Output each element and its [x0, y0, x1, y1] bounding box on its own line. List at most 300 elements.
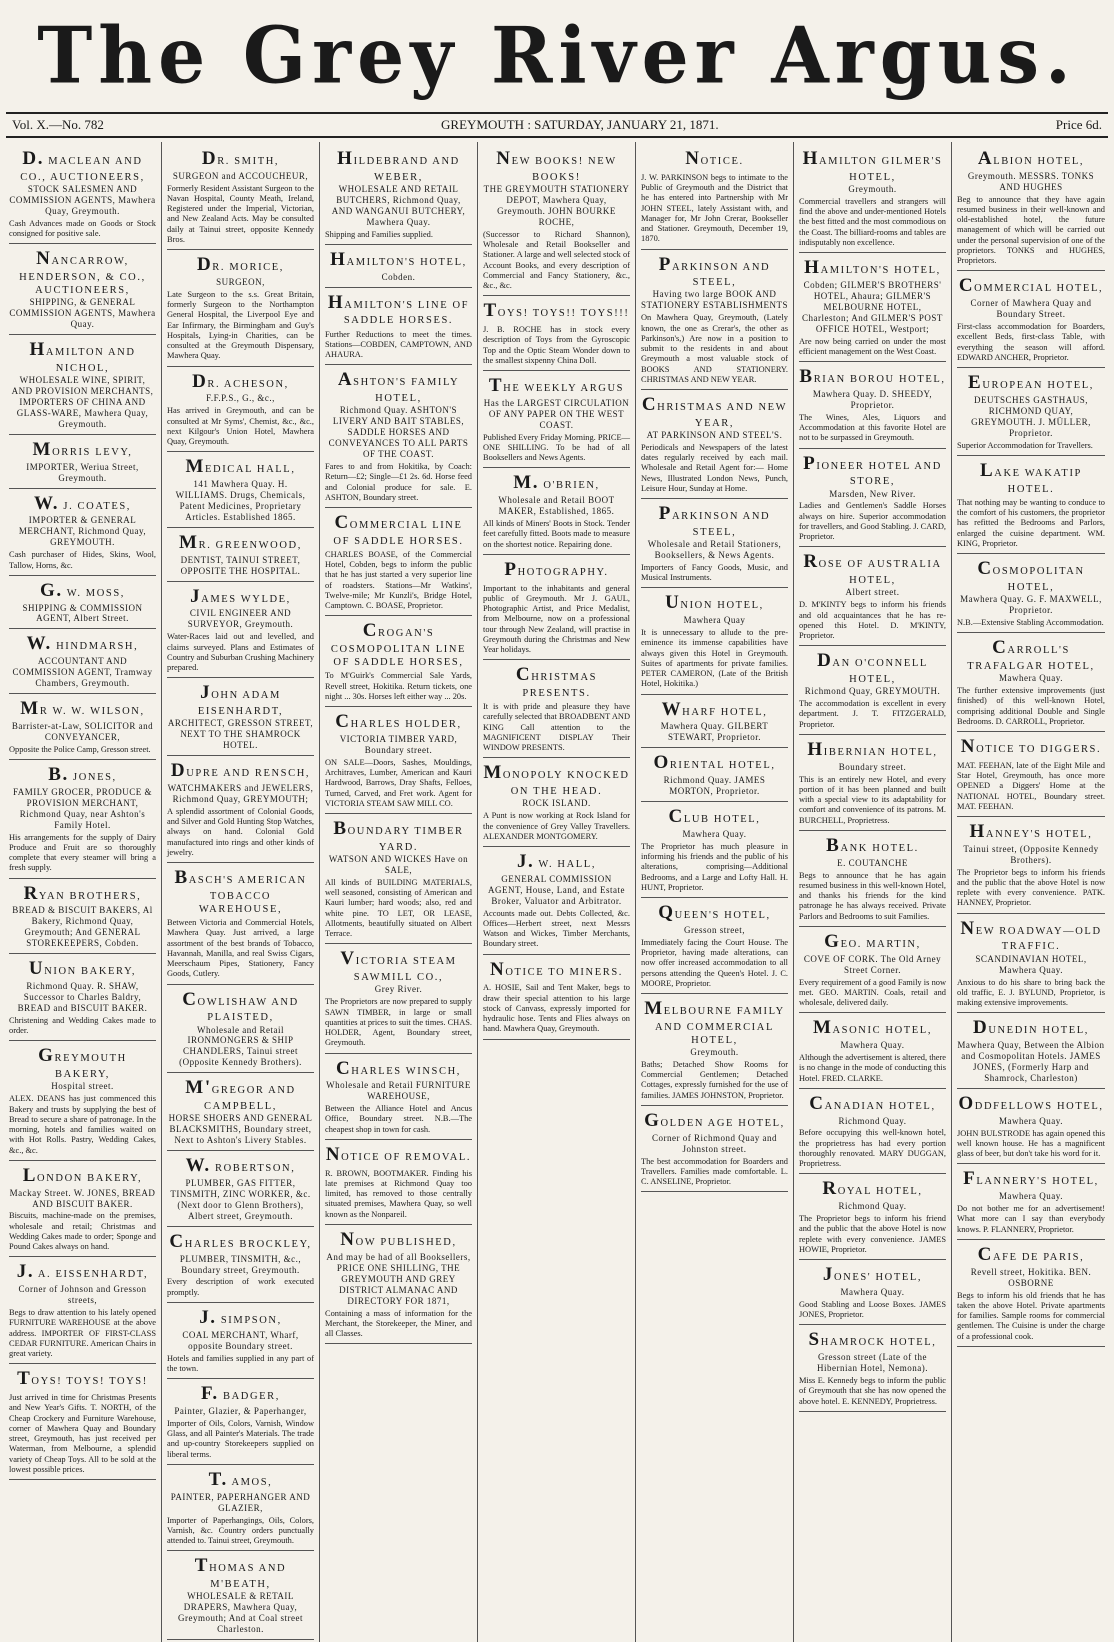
advertisement [957, 271, 1105, 368]
ad-subheading: GENERAL COMMISSION AGENT, House, Land, and Estate Broker, Valuator and Arbitrator. [487, 873, 626, 906]
advertisement [799, 927, 946, 1013]
advertisement [799, 1260, 946, 1325]
ad-heading: HAMILTON'S HOTEL, [330, 249, 467, 270]
ad-body: Shipping and Families supplied. [325, 229, 433, 239]
ad-body: The Wines, Ales, Liquors and Accommodation at this favorite Hotel are not to be surpassed in Greymouth. [799, 412, 946, 443]
advertisement [957, 914, 1105, 1014]
ad-heading: JONES' HOTEL, [822, 1264, 923, 1286]
ad-subheading: FAMILY GROCER, PRODUCE & PROVISION MERCHANT, Richmond Quay, near Ashton's Family Hotel. [12, 786, 153, 830]
advertisement [483, 660, 630, 758]
advertisement [641, 1106, 788, 1192]
ad-body: Commercial travellers and strangers will find the above and under-mentioned Hotels the best fitted and the most commodious on the Coast. The billiard-rooms and tables are indisputably non excellence. [799, 196, 946, 247]
advertisement [9, 1364, 156, 1480]
ad-subheading: THE GREYMOUTH STATIONERY DEPOT, Mawhera Quay, Greymouth. JOHN BOURKE ROCHE, [483, 183, 630, 227]
ad-body: Begs to inform his old friends that he has taken the above Hotel. Private apartments for families. Sample rooms for commercial gentlemen. The Cuisine is under the charge of a professional cook. [957, 1290, 1105, 1341]
ad-heading: D. MACLEAN AND CO., AUCTIONEERS, [20, 148, 145, 183]
ad-heading: ROYAL HOTEL, [822, 1178, 923, 1200]
advertisement [799, 1089, 946, 1175]
ad-subheading: Mawhera Quay. GILBERT STEWART, Proprietor. [660, 721, 769, 743]
ad-subheading: SHIPPING & COMMISSION AGENT, Albert Street. [22, 602, 143, 624]
ad-heading: M. O'BRIEN, [513, 472, 600, 494]
ad-heading: HAMILTON'S LINE OF SADDLE HORSES. [327, 291, 470, 327]
ad-body: That nothing may be wanting to conduce to the comfort of his customers, the proprietor has refitted the Bedrooms and Parlors, enlarged the cuisine department. WM. KING, Proprietor. [957, 497, 1105, 548]
ad-body: The Proprietor begs to inform his friends and the public that the above Hotel is now replete with every convenience. PATK. HANNEY, Proprietor. [957, 867, 1105, 908]
ad-heading: G. W. MOSS, [40, 579, 125, 601]
advertisement [483, 144, 630, 296]
ad-heading: BRIAN BOROU HOTEL, [799, 366, 946, 388]
ad-body: On Mawhera Quay, Greymouth, (Lately known, the one as Crerar's, the other as Parkinson's,) Are now in a position to submit to the residents in and about Greymouth a most valuable stock of BOOKS AND STATIONERY. CHRISTMAS AND NEW YEAR. [641, 313, 788, 384]
ad-body: ALEX. DEANS has just commenced this Bakery and trusts by supplying the best of Bread to secure a share of patronage. In the morning, hotels and families waited on with Hot Rolls. Pastry, Wedding Cakes, &c., &c. [9, 1094, 156, 1155]
ad-heading: CLUB HOTEL, [668, 806, 761, 828]
ad-subheading: WHOLESALE & RETAIL DRAPERS, Mawhera Quay, Greymouth; And at Coal street Charleston. [178, 1591, 303, 1635]
ad-subheading: Hospital street. [51, 1081, 114, 1092]
advertisement [799, 253, 946, 362]
advertisement [641, 994, 788, 1106]
advertisement [641, 390, 788, 499]
advertisement [167, 678, 314, 756]
ad-subheading: COAL MERCHANT, Wharf, opposite Boundary street. [182, 1329, 299, 1351]
advertisement [325, 245, 472, 288]
ad-body: Ladies and Gentlemen's Saddle Horses always on hire. Superior accommodation for travellers, and Good Stabling. J. CARD, Proprietor. [799, 501, 947, 542]
ad-heading: ASHTON'S FAMILY HOTEL, [337, 369, 460, 405]
ad-body: Christening and Wedding Cakes made to order. [9, 1015, 156, 1036]
ad-body: Begs to announce that he has again resumed business in this well-known Hotel, and thanks his friends for the kind patronage he has always received. Private Parlors and Bedrooms to suit Families. [799, 870, 946, 921]
advertisement [641, 802, 788, 898]
ad-heading: MR W. W. WILSON, [20, 698, 145, 720]
ad-body: Fares to and from Hokitika, by Coach: Return—£2; Single—£1 2s. 6d. Horse feed and Colonial produce for sale. E. ASHTON, Boundary street. [325, 462, 472, 502]
ad-subheading: ROCK ISLAND. [522, 798, 591, 809]
ad-heading: CHRISTMAS AND NEW YEAR, [641, 394, 788, 429]
advertisement [167, 1227, 314, 1303]
advertisement [167, 1073, 314, 1151]
advertisement [799, 144, 946, 253]
advertisement [799, 1013, 946, 1088]
ad-heading: COMMERCIAL HOTEL, [958, 275, 1104, 297]
ad-subheading: Gresson street (Late of the Hibernian Hotel, Nemona). [817, 1352, 928, 1374]
ad-heading: MONOPOLY KNOCKED ON THE HEAD. [483, 762, 630, 798]
ad-body: Containing a mass of information for the Merchant, the Storekeeper, the Miner, and all Classes. [325, 1308, 472, 1339]
advertisement [9, 879, 156, 955]
ad-body: Biscuits, machine-made on the premises, wholesale and retail; Christmas and Wedding Cakes made to order; Sponge and Pound Cakes always on hand. [9, 1211, 156, 1252]
advertisement [799, 547, 946, 646]
ad-subheading: HORSE SHOERS AND GENERAL BLACKSMITHS, Boundary street, Next to Ashton's Livery Stables. [168, 1113, 313, 1146]
ad-heading: MASONIC HOTEL, [812, 1017, 933, 1039]
ad-subheading: WATCHMAKERS and JEWELERS, Richmond Quay, GREYMOUTH; [167, 782, 314, 804]
ad-body: Late Surgeon to the s.s. Great Britain, formerly Surgeon to the Northampton General Hospital, the Liverpool Eye and Ear Infirmary, the Birmingham and Guy's Hospitals, Lying-in Charities, can be consulted at the Greymouth Dispensary, Mawhera Quay. [167, 289, 314, 361]
advertisement [325, 616, 472, 707]
advertisement [167, 985, 314, 1074]
advertisement [9, 1041, 156, 1160]
ad-subheading: F.F.P.S., G., &c., [206, 393, 275, 404]
ad-body: A Punt is now working at Rock Island for the convenience of Grey Valley Travellers. ALEXANDER MONTGOMERY. [483, 811, 630, 841]
ad-body: All kinds of BUILDING MATERIALS, well seasoned, consisting of American and Kauri lumber; hard woods; also, red and white pine. TO LET, OR LEASE, Allotments, beautifully situated on Albert Terrace. [325, 877, 472, 939]
ad-heading: COWLISHAW AND PLAISTED, [182, 988, 299, 1024]
advertisement [957, 368, 1105, 456]
advertisement [9, 335, 156, 435]
ad-heading: CAFE DE PARIS, [977, 1243, 1085, 1265]
ad-body: Has arrived in Greymouth, and can be consulted at Mr Syms', Chemist, &c., &c., next Kilgour's Union Hotel, Mawhera Quay, Greymouth. [167, 406, 314, 447]
ad-heading: JOHN ADAM EISENHARDT, [197, 682, 284, 718]
ad-heading: ROSE OF AUSTRALIA HOTEL, [803, 551, 942, 587]
ad-heading: BASCH'S AMERICAN TOBACCO WAREHOUSE, [174, 867, 307, 915]
advertisement [799, 646, 946, 735]
ad-body: To M'Guirk's Commercial Sale Yards, Revell street, Hokitika. Return tickets, one night ... 30s. Horses left either way ... 20s. [325, 671, 472, 701]
ad-heading: NOTICE TO MINERS. [489, 958, 623, 980]
advertisement [167, 528, 314, 582]
ad-body: Begs to draw attention to his lately opened FURNITURE WAREHOUSE at the above address. IMPORTER OF FIRST-CLASS CEDAR FURNITURE. American Chairs in great variety. [9, 1308, 156, 1359]
ad-body: J. W. PARKINSON begs to intimate to the Public of Greymouth and the District that he has entered into Partnership with Mr JOHN STEEL, lately Assistant with, and Manager for, Mr John Crerar, Bookseller and Stationer. Greymouth, December 19, 1870. [641, 172, 788, 244]
ad-heading: J. W. HALL, [516, 851, 597, 873]
ad-body: Cash Advances made on Goods or Stock consigned for positive sale. [9, 218, 156, 239]
ad-subheading: Has the LARGEST CIRCULATION OF ANY PAPER ON THE WEST COAST. [483, 397, 630, 430]
advertisement [9, 1257, 156, 1364]
ad-heading: THE WEEKLY ARGUS [488, 375, 625, 396]
ad-heading: NOW PUBLISHED, [340, 1228, 457, 1250]
advertisement [167, 1551, 314, 1640]
advertisement [167, 1465, 314, 1551]
ad-body: Every requirement of a good Family is now met. GEO. MARTIN. Coals, retail and wholesale, delivered daily. [799, 977, 946, 1008]
ad-body: Periodicals and Newspapers of the latest dates regularly received by each mail. Wholesale and Retail Agent for:— Home News, Illustrated London News, Punch, Leisure Hour, Sunday at Home. [641, 442, 788, 493]
ad-heading: PARKINSON AND STEEL, [658, 503, 771, 538]
ad-subheading: SURGEON and ACCOUCHEUR, [172, 170, 309, 181]
ad-subheading: PAINTER, PAPERHANGER AND GLAZIER, [170, 1491, 311, 1513]
ad-heading: NEW BOOKS! NEW BOOKS! [496, 148, 617, 183]
advertisement [325, 814, 472, 944]
ad-heading: CHRISTMAS PRESENTS. [515, 664, 598, 700]
ad-heading: CHARLES BROCKLEY, [169, 1230, 312, 1252]
advertisement [799, 362, 946, 448]
ad-body: A. HOSIE, Sail and Tent Maker, begs to draw their special attention to his large stock of Canvass, expressly imported for hydraulic hose. Tents and Flies always on hand. Mawhera Quay, Greymouth. [483, 983, 630, 1034]
ad-subheading: Mawhera Quay. [999, 1115, 1063, 1126]
ad-subheading: Boundary street. [838, 761, 907, 772]
column-7 [952, 142, 1110, 1642]
ad-subheading: STOCK SALESMEN AND COMMISSION AGENTS, Mawhera Quay, Greymouth. [9, 183, 156, 216]
advertisement [483, 371, 630, 468]
ad-subheading: Wholesale and Retail BOOT MAKER, Established, 1865. [498, 495, 615, 517]
ad-subheading: SCANDINAVIAN HOTEL, Mawhera Quay. [975, 953, 1087, 975]
advertisement [483, 555, 630, 661]
ad-subheading: WHOLESALE WINE, SPIRIT, AND PROVISION MERCHANTS, IMPORTERS OF CHINA AND GLASS-WARE, Mawhera Quay, Greymouth. [11, 375, 154, 429]
advertisement [957, 1013, 1105, 1089]
advertisement [483, 758, 630, 847]
ad-subheading: Greymouth. MESSRS. TONKS AND HUGHES [967, 170, 1095, 192]
ad-heading: W. HINDMARSH, [26, 633, 139, 655]
ad-body: The further extensive improvements (just finished) of this well-known Hotel, comprising additional Double and Single Bedrooms. D. CARROLL, Proprietor. [957, 686, 1105, 726]
ad-heading: ORIENTAL HOTEL, [653, 752, 776, 774]
column-1 [4, 142, 162, 1642]
ad-heading: NOTICE OF REMOVAL. [325, 1143, 472, 1165]
ad-heading: GOLDEN AGE HOTEL, [644, 1109, 785, 1131]
advertisement [167, 1379, 314, 1465]
ad-heading: B. JONES, [48, 764, 117, 786]
ad-body: Cash purchaser of Hides, Skins, Wool, Tallow, Horns, &c. [9, 550, 156, 570]
advertisement [799, 1174, 946, 1260]
ad-body: (Successor to Richard Shannon), Wholesale and Retail Bookseller and Stationer. A large and well selected stock of Account Books, and every description of Commercial and Fancy Stationery, &c., &c., &c. [483, 229, 630, 290]
advertisement [325, 144, 472, 245]
ad-heading: DR. ACHESON, [192, 370, 289, 392]
ad-heading: NOTICE. [685, 148, 744, 169]
ad-heading: J. A. EISSENHARDT, [16, 1261, 149, 1283]
advertisement [167, 582, 314, 679]
ad-body: JOHN BULSTRODE has again opened this well known house. He has a magnificent glass of beer, but don't take his word for it. [957, 1128, 1105, 1159]
ad-subheading: Wholesale and Retail FURNITURE WAREHOUSE, [326, 1080, 471, 1102]
ad-subheading: Mawhera Quay, Between the Albion and Cosmopolitan Hotels. JAMES JONES, (Formerly Harp and Shamrock, Charleston) [957, 1040, 1105, 1083]
ad-heading: GREYMOUTH BAKERY, [38, 1045, 127, 1081]
ad-body: Although the advertisement is altered, there is no change in the mode of conducting this Hotel. FRED. CLARKE. [799, 1053, 946, 1083]
advertisement [167, 863, 314, 985]
advertisement [325, 944, 472, 1053]
ad-heading: T. AMOS, [208, 1468, 273, 1490]
advertisement [9, 144, 156, 244]
ad-heading: PIONEER HOTEL AND STORE, [803, 452, 942, 488]
advertisement [483, 468, 630, 554]
ad-body: Importers of Fancy Goods, Music, and Musical Instruments. [641, 562, 788, 583]
ad-subheading: Richmond Quay. JAMES MORTON, Proprietor. [663, 775, 766, 797]
ad-subheading: E. COUTANCHE [837, 857, 908, 868]
ad-subheading: IMPORTER & GENERAL MERCHANT, Richmond Quay, GREYMOUTH. [18, 515, 147, 548]
ad-heading: DUNEDIN HOTEL, [972, 1017, 1090, 1039]
ad-heading: DR. SMITH, [201, 148, 280, 169]
advertisement [799, 831, 946, 927]
ad-heading: ODDFELLOWS HOTEL, [958, 1092, 1104, 1114]
ad-body: Important to the inhabitants and general public of Greymouth. Mr J. GAUL, Photographic Artist, and Price Medalist, from Melbourne, now on a professional tour through New Zealand, will practise in Greymouth during the Christmas and New Year holidays. [483, 583, 630, 655]
advertisement [325, 365, 472, 508]
ad-body: Good Stabling and Loose Boxes. JAMES JONES, Proprietor. [799, 1299, 946, 1320]
advertisement [957, 554, 1105, 633]
ad-subheading: Wholesale and Retail IRONMONGERS & SHIP CHANDLERS, Tainui street (Opposite Kennedy Brothers). [179, 1024, 302, 1068]
ad-subheading: Mawhera Quay. [682, 828, 747, 839]
ad-subheading: Corner of Mawhera Quay and Boundary Street. [970, 298, 1092, 320]
ad-heading: FLANNERY'S HOTEL, [963, 1168, 1099, 1190]
ad-heading: MELBOURNE FAMILY AND COMMERCIAL HOTEL, [644, 998, 785, 1046]
newspaper-title: The Grey River Argus. [37, 10, 1077, 102]
ad-subheading: Mawhera Quay [683, 615, 746, 626]
ad-body: Importer of Oils, Colors, Varnish, Window Glass, and all Painter's Materials. The trade and up-country Storekeepers supplied on liberal terms. [167, 1418, 314, 1459]
ad-heading: HAMILTON'S HOTEL, [804, 257, 941, 279]
ad-body: ON SALE—Doors, Sashes, Mouldings, Architraves, Lumber, American and Kauri Hardwood, Barrows, Dray Shafts, Felloes, Turned, Carved, and Fret work. Agent for VICTORIA STEAM SAW MILL CO. [325, 757, 472, 808]
column-6 [794, 142, 952, 1642]
ad-body: D. M'KINTY begs to inform his friends and old acquaintances that he has re-opened this Hotel. D. M'KINTY, Proprietor. [799, 600, 946, 641]
advertisement [799, 735, 946, 831]
ad-body: Every description of work executed promptly. [167, 1277, 314, 1297]
ad-heading: J. SIMPSON, [199, 1306, 282, 1328]
ad-body: His arrangements for the supply of Dairy Produce and Fruit are so thoroughly complete that every steamer will bring a fresh supply. [9, 832, 156, 873]
ad-heading: EUROPEAN HOTEL, [968, 372, 1094, 394]
ad-heading: HAMILTON AND NICHOL, [29, 339, 136, 374]
ad-body: Anxious to do his share to bring back the old traffic, E. J. BYLUND, Proprietor, is making extensive improvements. [957, 977, 1105, 1008]
advertisement [957, 1089, 1105, 1164]
ad-subheading: Mawhera Quay. [999, 1191, 1063, 1202]
ad-body: Immediately facing the Court House. The Proprietor, having made alterations, can now offer increased accommodation to all persons attending the Queen's Hotel. J. C. MOORE, Proprietor. [641, 937, 788, 988]
ad-heading: PARKINSON AND STEEL, [658, 253, 771, 289]
ad-body: Do not bother me for an advertisement! What more can I say than everybody knows. P. FLANNERY, Proprietor. [957, 1204, 1105, 1234]
ad-heading: VICTORIA STEAM SAWMILL CO., [340, 948, 457, 984]
ad-body: The best accommodation for Boarders and Travellers. Families made comfortable. L. C. ANSELINE, Proprietor. [641, 1156, 788, 1187]
advertisement [9, 760, 156, 879]
ad-heading: HILDEBRAND AND WEBER, [337, 148, 460, 183]
ad-subheading: Cobden; GILMER'S BROTHERS' HOTEL, Ahaura; GILMER'S MELBOURNE HOTEL, Charleston; And GILMER'S POST OFFICE HOTEL, Westport; [802, 279, 943, 334]
ad-heading: TOYS! TOYS!! TOYS!!! [483, 300, 630, 322]
ad-heading: CARROLL'S TRAFALGAR HOTEL, [967, 637, 1095, 672]
advertisement [799, 1325, 946, 1411]
advertisement [483, 296, 630, 371]
advertisement [483, 955, 630, 1040]
ad-subheading: VICTORIA TIMBER YARD, Boundary street. [339, 733, 458, 755]
ad-heading: M'GREGOR AND CAMPBELL, [185, 1077, 296, 1113]
advertisement [483, 847, 630, 955]
advertisement [641, 144, 788, 250]
ad-heading: JAMES WYLDE, [190, 585, 291, 607]
advertisement [641, 250, 788, 391]
ad-subheading: Greymouth. [848, 183, 897, 194]
column-4 [478, 142, 636, 1642]
ad-body: Between the Alliance Hotel and Ancus Office, Boundary street. N.B.—The cheapest shop in town for cash. [325, 1104, 472, 1134]
ad-body: It is with pride and pleasure they have carefully selected that BROADBENT AND KING Call attention to the MAGNIFICENT DISPLAY Their WINDOW PRESENTS. [483, 702, 630, 753]
ad-body: Hotels and families supplied in any part of the town. [167, 1353, 314, 1373]
ad-subheading: Richmond Quay. ASHTON'S LIVERY AND BAIT STABLES, SADDLE HORSES AND CONVEYANCES TO ALL PARTS OF THE COAST. [328, 405, 469, 460]
advertisement [9, 694, 156, 760]
advertisement [957, 633, 1105, 732]
advertisement [167, 1151, 314, 1227]
ad-heading: CHARLES WINSCH, [335, 1057, 462, 1079]
ad-heading: UNION BAKERY, [28, 958, 137, 980]
advertisement [957, 144, 1105, 271]
advertisement [9, 629, 156, 694]
ad-heading: TOYS! TOYS! TOYS! [17, 1368, 148, 1390]
ad-subheading: DENTIST, TAINUI STREET, OPPOSITE THE HOSPITAL. [180, 554, 301, 576]
ad-body: The Proprietor has much pleasure in informing his friends and the public of his alterations, comprising—Additional Bedrooms, and a Large and Lofty Hall. H. HUNT, Proprietor. [641, 841, 788, 892]
ad-heading: NEW ROADWAY—OLD TRAFFIC. [960, 917, 1102, 953]
ad-subheading: Corner of Richmond Quay and Johnston street. [652, 1132, 777, 1154]
masthead [0, 0, 1114, 112]
ad-body: R. BROWN, BOOTMAKER. Finding his late premises at Richmond Quay too limited, has removed to those centrally situated premises, Mawhera Quay, so well known as the Nonpareil. [325, 1168, 472, 1219]
ad-body: The Proprietors are now prepared to supply SAWN TIMBER, in large or small quantities at prices to suit the times. CHAS. HOLDER, Agent, Boundary street, Greymouth. [325, 997, 472, 1048]
advertisement [167, 367, 314, 453]
ad-body: First-class accommodation for Boarders, excellent Beds, first-class Table, with everything the season will afford. EDWARD ANCHER, Proprietor. [957, 322, 1105, 362]
ad-body: Are now being carried on under the most efficient management on the West Coast. [799, 336, 946, 356]
issue-date: GREYMOUTH : SATURDAY, JANUARY 21, 1871. [441, 117, 719, 132]
ad-body: Just arrived in time for Christmas Presents and New Year's Gifts. T. NORTH, of the Cheap Crockery and Furniture Warehouse, corner of Mawhera Quay and Boundary street, Greymouth, has just received per Waterman, from Melbourne, a splendid variety of Cheap Toys. All to be sold at the lowest possible prices. [9, 1393, 156, 1474]
dateline [6, 112, 1108, 138]
ad-body: Further Reductions to meet the times. Stations—COBDEN, CAMPTOWN, AND AHAURA. [325, 329, 472, 360]
advertisement [957, 1240, 1105, 1347]
ad-heading: CANADIAN HOTEL, [809, 1092, 936, 1114]
ad-subheading: Wholesale and Retail Stationers, Booksellers, & News Agents. [647, 539, 782, 560]
ad-subheading: Richmond Quay. R. SHAW, Successor to Charles Baldry, BREAD and BISCUIT BAKER. [17, 981, 148, 1013]
ad-subheading: ACCOUNTANT AND COMMISSION AGENT, Tramway Chambers, Greymouth. [12, 656, 153, 689]
ad-subheading: Richmond Quay. [838, 1201, 907, 1212]
ad-body: J. B. ROCHE has in stock every description of Toys from the Gyroscopic Top and the Optic Steam Wonder down to the smallest sixpenny China Doll. [483, 325, 630, 365]
ad-heading: THOMAS AND M'BEATH, [194, 1555, 287, 1591]
ad-body: Opposite the Police Camp, Gresson street. [9, 744, 151, 754]
ad-body: It is unnecessary to allude to the pre-eminence its immense capabilities have always given this Hotel in Greymouth. Suites of apartments for private families. PETER CAMERON, (Late of the British Hotel, Hokitika.) [641, 628, 788, 689]
ad-heading: MR. GREENWOOD, [179, 532, 302, 554]
ad-subheading: Painter, Glazier, & Paperhanger, [174, 1405, 307, 1416]
ad-heading: DAN O'CONNELL HOTEL, [817, 650, 928, 686]
ad-heading: MEDICAL HALL, [185, 456, 296, 478]
ad-heading: NANCARROW, HENDERSON, & CO., AUCTIONEERS, [19, 248, 146, 297]
ad-subheading: CIVIL ENGINEER AND SURVEYOR, Greymouth. [187, 608, 294, 630]
ad-body: Before occupying this well-known hotel, the proprietress has had every portion thoroughly renovated. MARY DUGGAN, Proprietress. [799, 1128, 946, 1169]
advertisement [167, 144, 314, 250]
advertisement-columns [4, 142, 1110, 1635]
advertisement [325, 1054, 472, 1140]
advertisement [167, 756, 314, 863]
ad-heading: UNION HOTEL, [665, 592, 764, 614]
ad-heading: BANK HOTEL. [826, 834, 919, 856]
ad-heading: LONDON BAKERY, [22, 1164, 143, 1186]
ad-body: N.B.—Extensive Stabling Accommodation. [957, 617, 1104, 627]
ad-subheading: Having two large BOOK AND STATIONERY ESTABLISHMENTS [641, 289, 788, 311]
advertisement [641, 695, 788, 749]
volume-number: Vol. X.—No. 782 [12, 117, 104, 132]
advertisement [641, 499, 788, 588]
ad-body: Accounts made out. Debts Collected, &c. Offices—Herbert street, next Messrs Watson and Wickes, Timber Merchants, Boundary street. [483, 908, 630, 949]
ad-heading: W. ROBERTSON, [185, 1155, 296, 1177]
advertisement [957, 456, 1105, 554]
ad-subheading: Richmond Quay, GREYMOUTH. [804, 686, 941, 697]
ad-body: Baths; Detached Show Rooms for Commercial Gentlemen; Detached Cottages, expressly furnished for the use of families. JAMES JOHNSTON, Proprietor. [641, 1059, 788, 1100]
ad-subheading: AT PARKINSON AND STEEL'S. [646, 429, 783, 440]
ad-heading: NOTICE TO DIGGERS. [960, 736, 1102, 758]
ad-subheading: SHIPPING, & GENERAL COMMISSION AGENTS, Mawhera Quay. [9, 297, 156, 330]
ad-heading: F. BADGER, [200, 1383, 281, 1405]
ad-subheading: Corner of Johnson and Gresson streets, [18, 1284, 147, 1306]
advertisement [9, 489, 156, 576]
ad-subheading: Tainui street, (Opposite Kennedy Brothers). [963, 843, 1099, 865]
ad-subheading: COVE OF CORK. The Old Arney Street Corner. [803, 953, 942, 975]
advertisement [957, 732, 1105, 817]
ad-subheading: DEUTSCHES GASTHAUS, RICHMOND QUAY, GREYMOUTH. J. MÜLLER, Proprietor. [971, 394, 1091, 438]
advertisement [641, 898, 788, 994]
advertisement [9, 576, 156, 630]
ad-subheading: Albert street. [845, 587, 900, 598]
ad-heading: W. J. COATES, [33, 492, 132, 514]
advertisement [641, 588, 788, 694]
ad-heading: DR. MORICE, [196, 254, 285, 276]
advertisement [325, 1140, 472, 1225]
ad-subheading: PLUMBER, GAS FITTER, TINSMITH, ZINC WORKER, &c. (Next door to Glenn Brothers), Albert street, Greymouth. [170, 1177, 311, 1221]
advertisement [325, 288, 472, 366]
ad-body: CHARLES BOASE, of the Commercial Hotel, Cobden, begs to inform the public that he has just started a very superior line of roadsters. Stations—Mr Watkins', Twelve-mile; Mr Kunzli's, Bridge Hotel, Camptown. C. BOASE, Proprietor. [325, 549, 472, 611]
ad-heading: MORRIS LEVY, [32, 438, 133, 460]
ad-subheading: Mawhera Quay. G. F. MAXWELL, Proprietor. [960, 594, 1102, 615]
ad-body: Importer of Paperhangings, Oils, Colors, Varnish, &c. Country orders punctually attended to. Tainui street, Greymouth. [167, 1515, 314, 1546]
ad-subheading: Marsden, New River. [829, 488, 916, 499]
ad-body: MAT. FEEHAN, late of the Eight Mile and Star Hotel, Greymouth, has once more OPENED a Diggers' Home at the NATIONAL HOTEL, Boundary street. MAT. FEEHAN. [957, 760, 1105, 811]
ad-subheading: WHOLESALE AND RETAIL BUTCHERS, Richmond Quay, AND WANGANUI BUTCHERY, Mawhera Quay. [331, 183, 466, 227]
ad-subheading: IMPORTER, Weriua Street, Greymouth. [26, 461, 139, 483]
ad-body: Between Victoria and Commercial Hotels, Mawhera Quay. Just arrived, a large assortment of the best brands of Tobacco, Havannah, Manilla, and real Swiss Cigars, Meerschaum Pipes, Stationery, Fancy Goods, Cutlery. [167, 918, 314, 979]
advertisement [9, 244, 156, 335]
advertisement [9, 1161, 156, 1258]
ad-heading: CROGAN'S COSMOPOLITAN LINE OF SADDLE HORSES, [330, 620, 467, 669]
column-2 [162, 142, 320, 1642]
ad-body: This is an entirely new Hotel, and every portion of it has been planned and built with a special view to its adaptability for comfort and convenience of its patrons. M. BURCHELL, Proprietress. [799, 774, 946, 825]
advertisement [957, 817, 1105, 914]
advertisement [167, 452, 314, 528]
ad-heading: HANNEY'S HOTEL, [969, 821, 1093, 843]
column-3 [320, 142, 478, 1642]
ad-heading: QUEEN'S HOTEL, [658, 902, 771, 924]
advertisement [957, 1164, 1105, 1239]
ad-body: Water-Races laid out and levelled, and claims surveyed. Plans and Estimates of Country and Suburban Crushing Machinery prepared. [167, 632, 315, 673]
ad-subheading: Cobden. [381, 271, 416, 282]
ad-subheading: Gresson street, [684, 924, 745, 935]
ad-body: Published Every Friday Morning. PRICE—ONE SHILLING. To be had of all Booksellers and News Agents. [483, 432, 630, 463]
ad-body: Superior Accommodation for Travellers. [957, 440, 1093, 450]
ad-heading: ALBION HOTEL, [977, 148, 1085, 169]
